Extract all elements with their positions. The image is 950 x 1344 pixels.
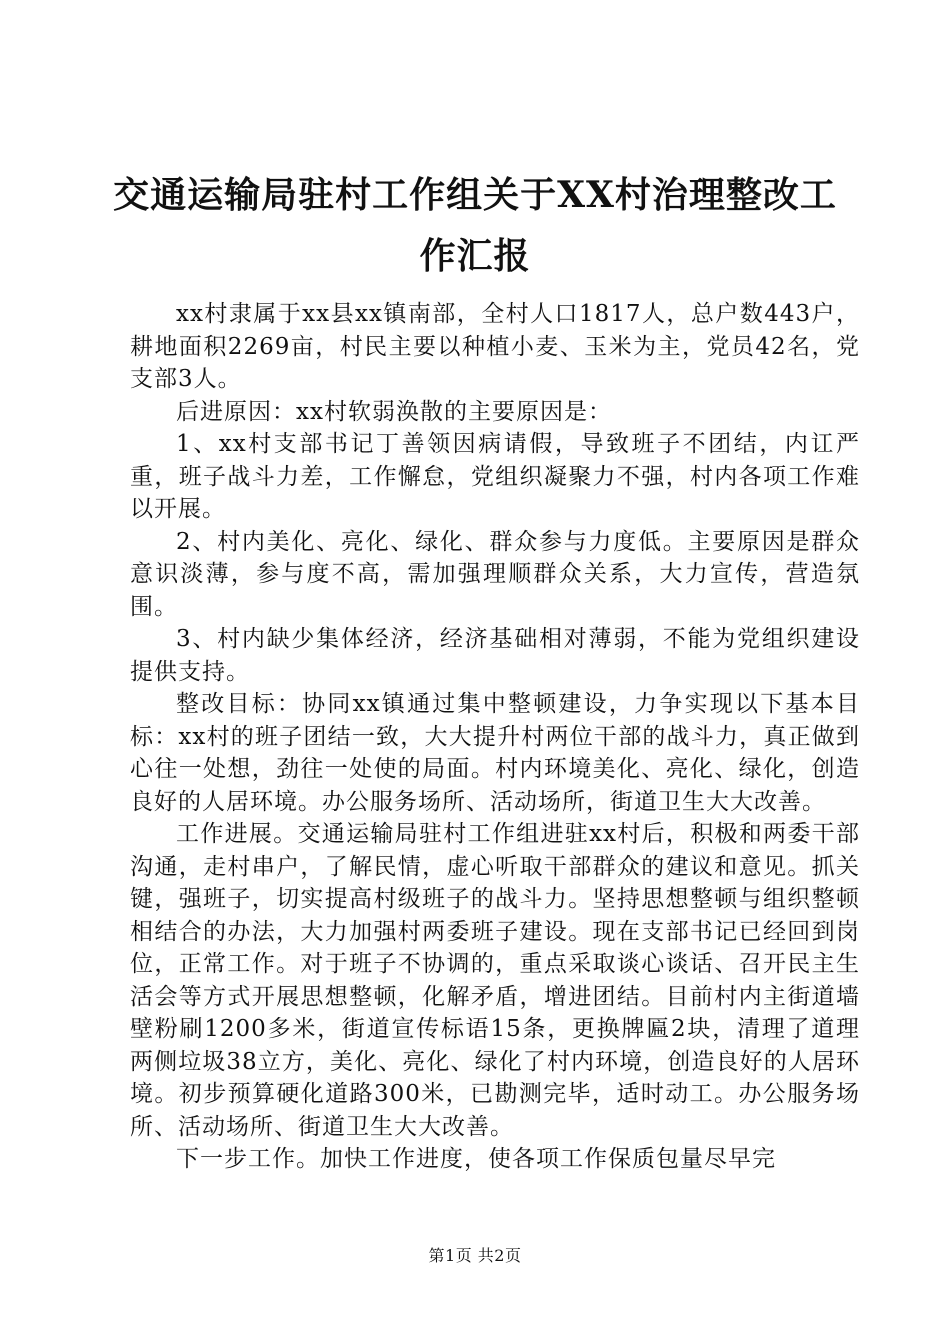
paragraph-village-overview: xx村隶属于xx县xx镇南部，全村人口1817人，总户数443户，耕地面积2269亩，村民主要以种植小麦、玉米为主，党员42名，党支部3人。 <box>130 301 860 392</box>
paragraph-reason-1: 1、xx村支部书记丁善领因病请假，导致班子不团结，内讧严重，班子战斗力差，工作懈怠，党组织凝聚力不强，村内各项工作难以开展。 <box>130 431 860 522</box>
paragraph-next-steps: 下一步工作。加快工作进度，使各项工作保质包量尽早完 <box>176 1146 776 1172</box>
page-number-footer: 第1页 共2页 <box>428 1246 522 1265</box>
paragraph-reason-2: 2、村内美化、亮化、绿化、群众参与力度低。主要原因是群众意识淡薄，参与度不高，需加强理顺群众关系，大力宣传，营造氛围。 <box>130 528 860 620</box>
document-body <box>130 298 860 1176</box>
paragraph-reason-3: 3、村内缺少集体经济，经济基础相对薄弱，不能为党组织建设提供支持。 <box>130 626 860 685</box>
paragraph-lagging-reasons: 后进原因：xx村软弱涣散的主要原因是： <box>176 398 612 425</box>
document-title: 交通运输局驻村工作组关于XX村治理整改工作汇报 <box>113 174 837 277</box>
paragraph-work-progress: 工作进展。交通运输局驻村工作组进驻xx村后，积极和两委干部沟通，走村串户，了解民情，虚心听取干部群众的建议和意见。抓关键，强班子，切实提高村级班子的战斗力。坚持思想整顿与组织整顿相结合的办法，大力加强村两委班子建设。现在支部书记已经回到岗位，正常工作。对于班子不协调的，重点采取谈心谈话、召开民主生活会等方式开展思想整顿，化解矛盾，增进团结。目前村内主街道墙壁粉刷1200多米，街道宣传标语15条，更换牌匾2块，清理了道理两侧垃圾38立方，美化、亮化、绿化了村内环境，创造良好的人居环境。初步预算硬化道路300米，已勘测完毕，适时动工。办公服务场所、活动场所、街道卫生大大改善。 <box>130 821 860 1140</box>
paragraph-rectification-goals: 整改目标：协同xx镇通过集中整顿建设，力争实现以下基本目标：xx村的班子团结一致，大大提升村两位干部的战斗力，真正做到心往一处想，劲往一处使的局面。村内环境美化、亮化、绿化，创造良好的人居环境。办公服务场所、活动场所，街道卫生大大改善。 <box>130 691 860 815</box>
